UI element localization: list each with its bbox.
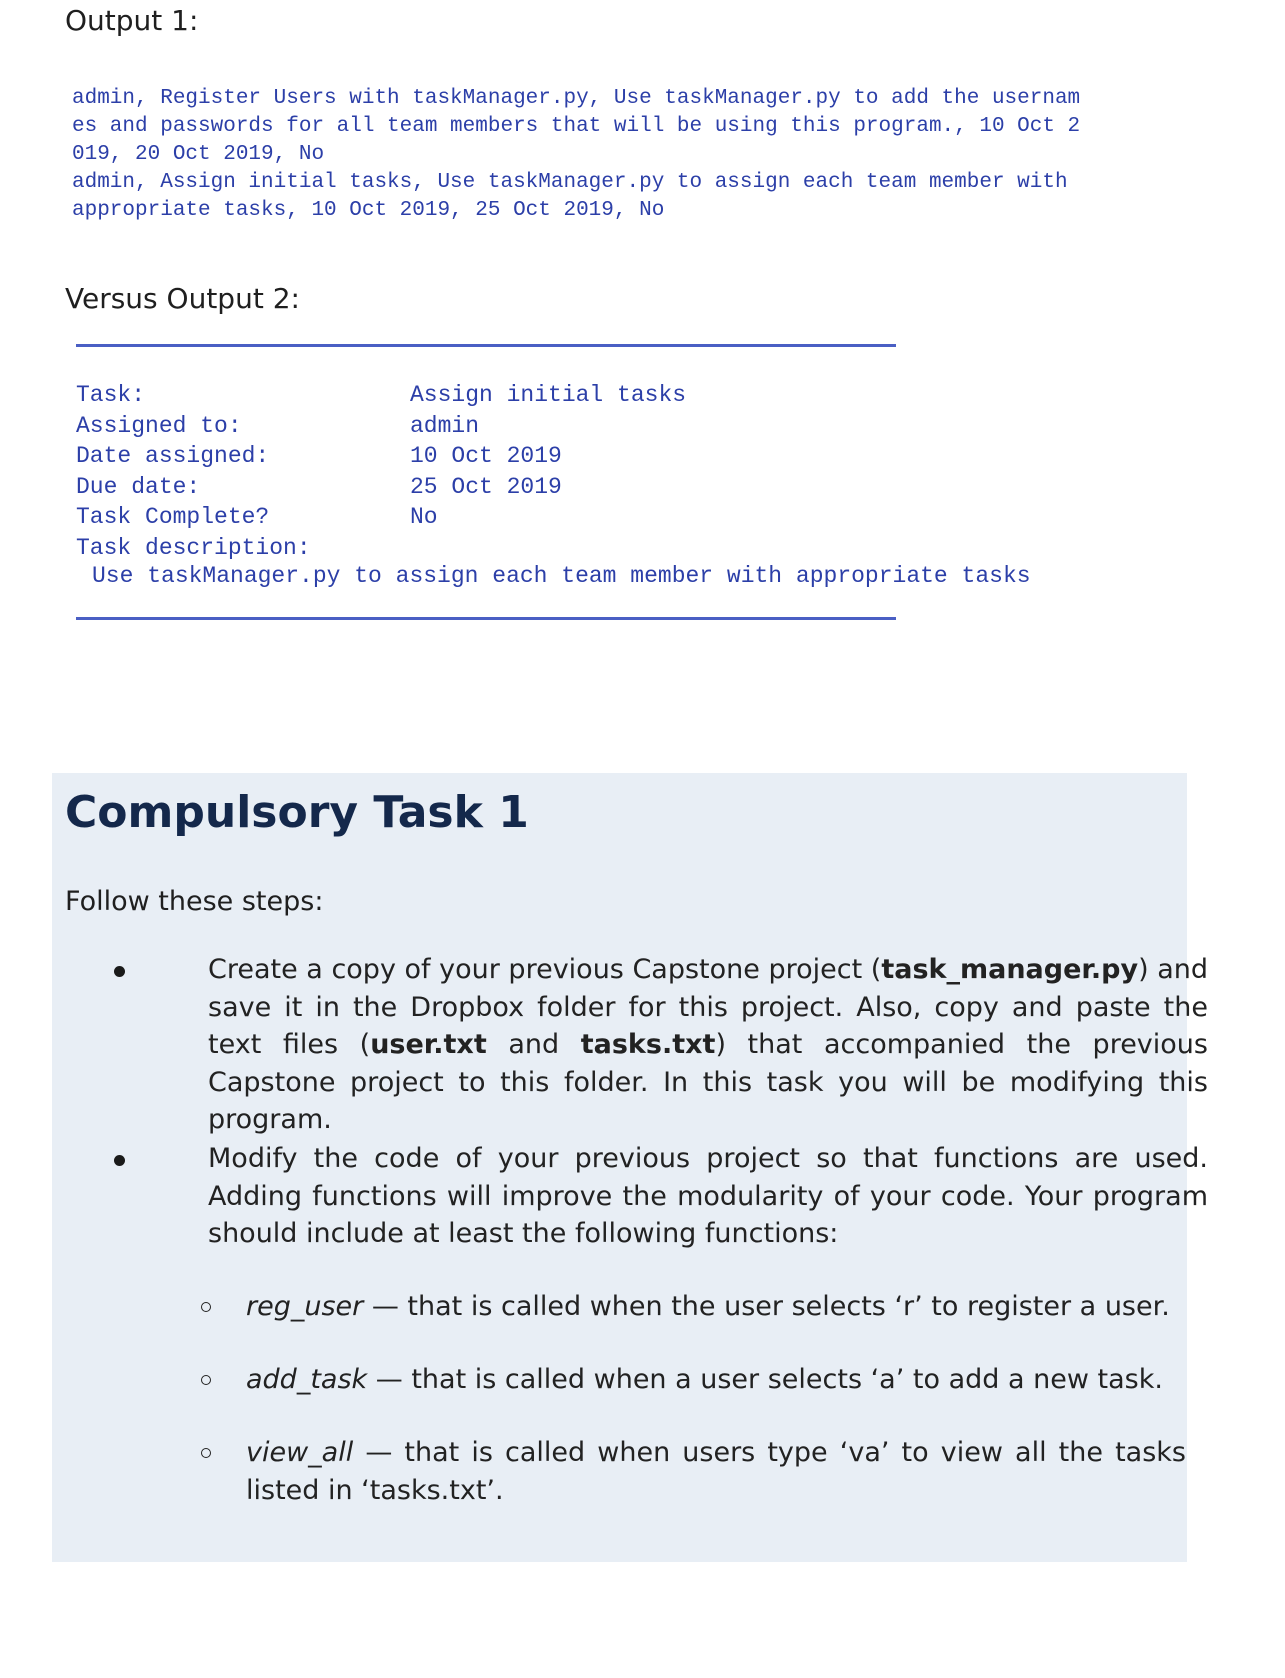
divider-bottom — [76, 617, 896, 620]
function-text — [246, 1361, 1186, 1399]
output1-code-block — [72, 85, 1202, 225]
date-assigned-row — [76, 441, 686, 472]
date-assigned-value: 10 Oct 2019 — [410, 443, 562, 469]
hollow-bullet-icon — [201, 1302, 211, 1312]
function-name: reg_user — [246, 1291, 364, 1322]
filename-task-manager: task_manager.py — [881, 954, 1139, 985]
task-description-label: Task description: — [76, 534, 311, 561]
filename-tasks-txt: tasks.txt — [580, 1029, 716, 1060]
task-intro: Follow these steps: — [65, 886, 324, 917]
step-text-segment: ) and save it in the Dropbox folder for this project. Also, copy and paste the text files ( — [208, 954, 1208, 1060]
output1-heading: Output 1: — [65, 4, 199, 37]
function-text — [246, 1288, 1186, 1326]
function-name: add_task — [246, 1364, 368, 1395]
step-text: Modify the code of your previous project so that functions are used. Adding functions will improve the modularity of your code. Your program should include at least the following functions: — [208, 1143, 1208, 1249]
date-assigned-label: Date assigned: — [76, 443, 270, 469]
output1-line: admin, Register Users with taskManager.py, Use taskManager.py to add the usernam — [72, 87, 1081, 110]
filename-user-txt: user.txt — [370, 1029, 487, 1060]
hollow-bullet-icon — [201, 1375, 211, 1385]
task-complete-row — [76, 502, 686, 533]
hollow-bullet-icon — [201, 1448, 211, 1458]
due-date-value: 25 Oct 2019 — [410, 473, 562, 500]
step-text-segment: Create a copy of your previous Capstone project ( — [208, 954, 882, 985]
step-text-segment: ) that accompanied the previous Capstone project to this folder. In this task you will be modifying this program. — [208, 1029, 1208, 1135]
divider-top — [76, 344, 896, 347]
output1-line: 019, 20 Oct 2019, No — [72, 143, 325, 166]
function-text — [246, 1434, 1186, 1510]
assigned-to-value: admin — [410, 412, 480, 439]
task-label: Task: — [76, 382, 146, 408]
compulsory-task-panel — [52, 773, 1208, 1562]
output2-heading: Versus Output 2: — [65, 282, 300, 315]
step-text — [208, 951, 1208, 1139]
step-text-segment: and — [486, 1029, 581, 1060]
assigned-to-row — [76, 411, 686, 442]
task-complete-value: No — [410, 504, 438, 530]
output1-line: appropriate tasks, 10 Oct 2019, 25 Oct 2019, No — [72, 199, 665, 222]
output1-line: es and passwords for all team members that will be using this program., 10 Oct 2 — [72, 115, 1081, 138]
assigned-to-label: Assigned to: — [76, 412, 242, 439]
output2-task-details — [76, 380, 686, 563]
due-date-row — [76, 472, 686, 503]
function-desc: — that is called when the user selects ‘r’ to register a user. — [363, 1291, 1170, 1322]
bullet-dot-icon — [114, 966, 125, 977]
function-desc: — that is called when users type ‘va’ to view all the tasks listed in ‘tasks.txt’. — [246, 1437, 1186, 1506]
bullet-dot-icon — [114, 1155, 125, 1166]
task-description-value: Use taskManager.py to assign each team member with appropriate tasks — [92, 563, 1031, 589]
task-value: Assign initial tasks — [410, 382, 687, 408]
task-row — [76, 380, 686, 411]
task-title: Compulsory Task 1 — [65, 787, 529, 838]
task-complete-label: Task Complete? — [76, 504, 270, 530]
function-desc: — that is called when a user selects ‘a’ to add a new task. — [367, 1364, 1163, 1395]
due-date-label: Due date: — [76, 473, 201, 500]
function-name: view_all — [246, 1437, 354, 1468]
output1-line: admin, Assign initial tasks, Use taskManager.py to assign each team member with — [72, 171, 1068, 194]
